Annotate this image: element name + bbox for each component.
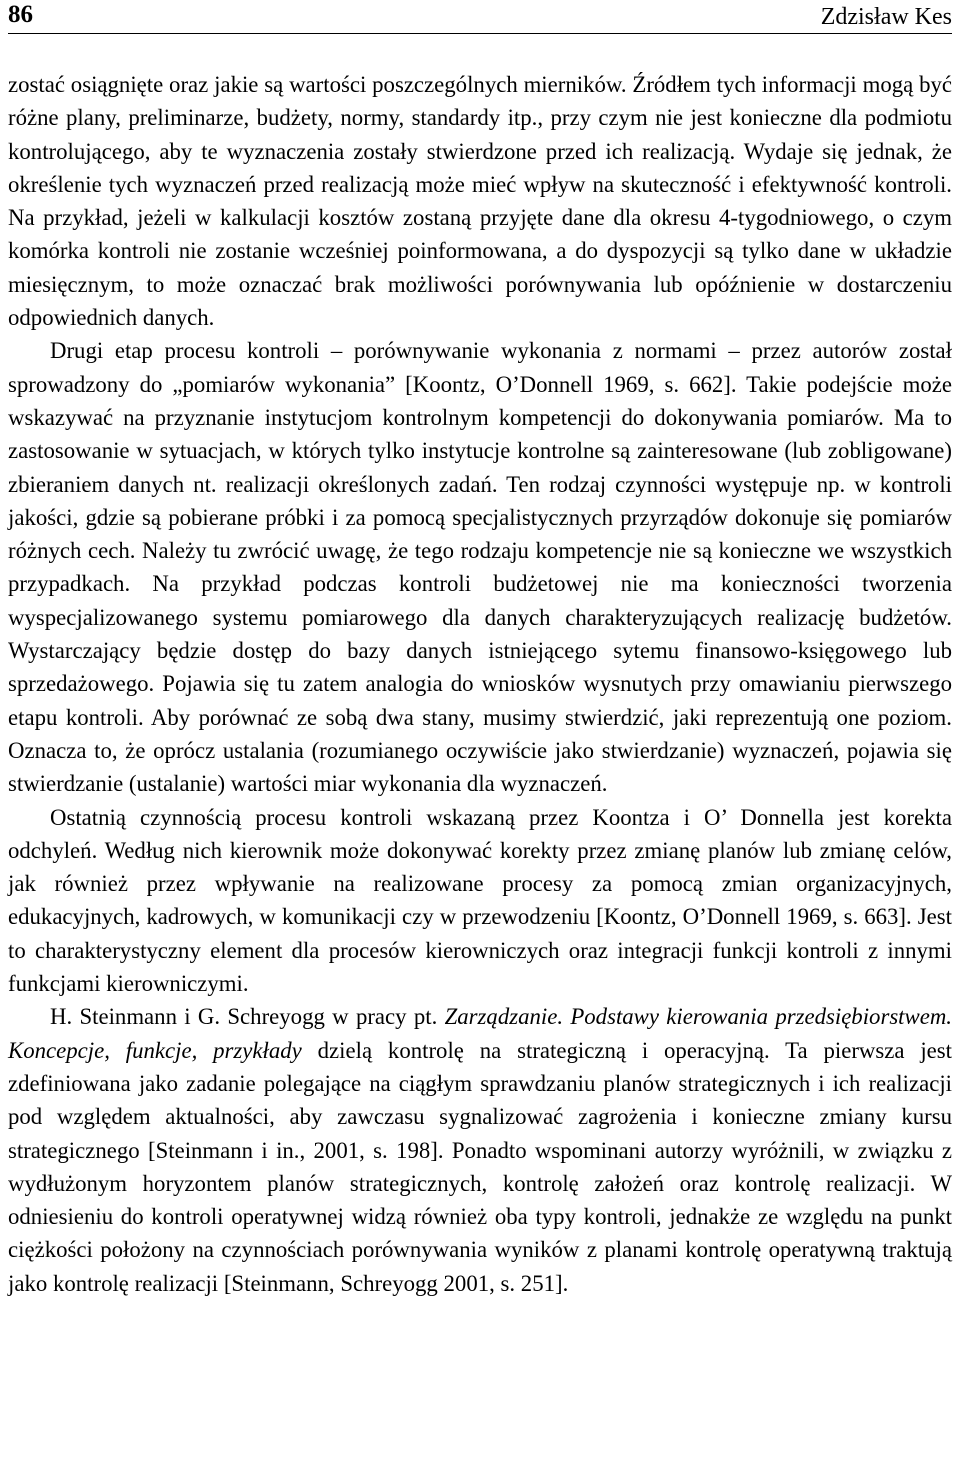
paragraph-1: zostać osiągnięte oraz jakie są wartości poszczególnych mierników. Źródłem tych informacji mogą być różne plany, preliminarze, budżety, normy, standardy itp., przy czym nie jest konieczne dla podmiotu kontrolującego, aby te wyznaczenia zostały stwierdzone przed ich realizacją. Wydaje się jednak, że określenie tych wyznaczeń przed realizacją może mieć wpływ na skuteczność i efektywność kontroli. Na przykład, jeżeli w kalkulacji kosztów zostaną przyjęte dane dla okresu 4-tygodniowego, o czym komórka kontroli nie zostanie wcześniej poinformowana, a do dyspozycji są tylko dane w układzie miesięcznym, to może oznaczać brak możliwości porównywania lub opóźnienie w dostarczeniu odpowiednich danych.: [8, 72, 952, 331]
running-head-author: Zdzisław Kes: [820, 4, 952, 30]
book-title: Zarządzanie. Podstawy kierowania przedsiębiorstwem. Koncepcje, funkcje, przykłady: [8, 1004, 953, 1063]
page-header: [8, 0, 952, 34]
paragraph-4-rest: dzielą kontrolę na strategiczną i operacyjną. Ta pierwsza jest zdefiniowana jako zadanie polegające na ciągłym sprawdzaniu planów strategicznych i ich realizacji pod względem aktualności, aby zawczasu sygnalizować zagrożenia i konieczne zmiany kursu strategicznego [Steinmann i in., 2001, s. 198]. Ponadto wspominani autorzy wyróżnili, w związku z wydłużonym horyzontem planów strategicznych, kontrolę założeń oraz kontrolę realizacji. W odniesieniu do kontroli operatywnej widzą również oba typy kontroli, jednakże ze względu na punkt ciężkości położony na czynnościach porównywania wyników z planami kontrolę operatywną traktują jako kontrolę realizacji [Steinmann, Schreyogg 2001, s. 251].: [8, 1037, 953, 1296]
paragraph-3: Ostatnią czynnością procesu kontroli wskazaną przez Koontza i O’ Donnella jest korekta odchyleń. Według nich kierownik może dokonywać korekty przez zmianę planów lub zmianę celów, jak również przez wpływanie na realizowane procesy za pomocą zmian organizacyjnych, edukacyjnych, kadrowych, w komunikacji czy w przewodzeniu [Koontz, O’Donnell 1969, s. 663]. Jest to charakterystyczny element dla procesów kierowniczych oraz integracji funkcji kontroli z innymi funkcjami kierowniczymi.: [8, 804, 952, 997]
paragraph-4: [8, 1000, 952, 1300]
body-text: [8, 68, 952, 1300]
page-number: 86: [8, 1, 33, 28]
paragraph-2: Drugi etap procesu kontroli – porównywanie wykonania z normami – przez autorów został sprowadzony do „pomiarów wykonania” [Koontz, O’Donnell 1969, s. 662]. Takie podejście może wskazywać na przyznanie instytucjom kontrolnym kompetencji do dokonywania pomiarów. Ma to zastosowanie w sytuacjach, w których tylko instytucje kontrolne są zainteresowane (lub zobligowane) zbieraniem danych nt. realizacji określonych zadań. Ten rodzaj czynności występuje np. w kontroli jakości, gdzie są pobierane próbki i za pomocą specjalistycznych przyrządów dokonuje się pomiarów różnych cech. Należy tu zwrócić uwagę, że tego rodzaju kompetencje nie są konieczne we wszystkich przypadkach. Na przykład podczas kontroli budżetowej nie ma konieczności tworzenia wyspecjalizowanego systemu pomiarowego dla danych charakteryzujących realizację budżetów. Wystarczający będzie dostęp do bazy danych istniejącego sytemu finansowo-księgowego lub sprzedażowego. Pojawia się tu zatem analogia do wniosków wysnutych przy omawianiu pierwszego etapu kontroli. Aby porównać ze sobą dwa stany, musimy stwierdzić, jaki reprezentują one poziom. Oznacza to, że oprócz ustalania (rozumianego oczywiście jako stwierdzanie) wyznaczeń, pojawia się stwierdzanie (ustalanie) wartości miar wykonania dla wyznaczeń.: [8, 338, 952, 797]
paragraph-4-lead: H. Steinmann i G. Schreyogg w pracy pt.: [50, 1004, 445, 1030]
